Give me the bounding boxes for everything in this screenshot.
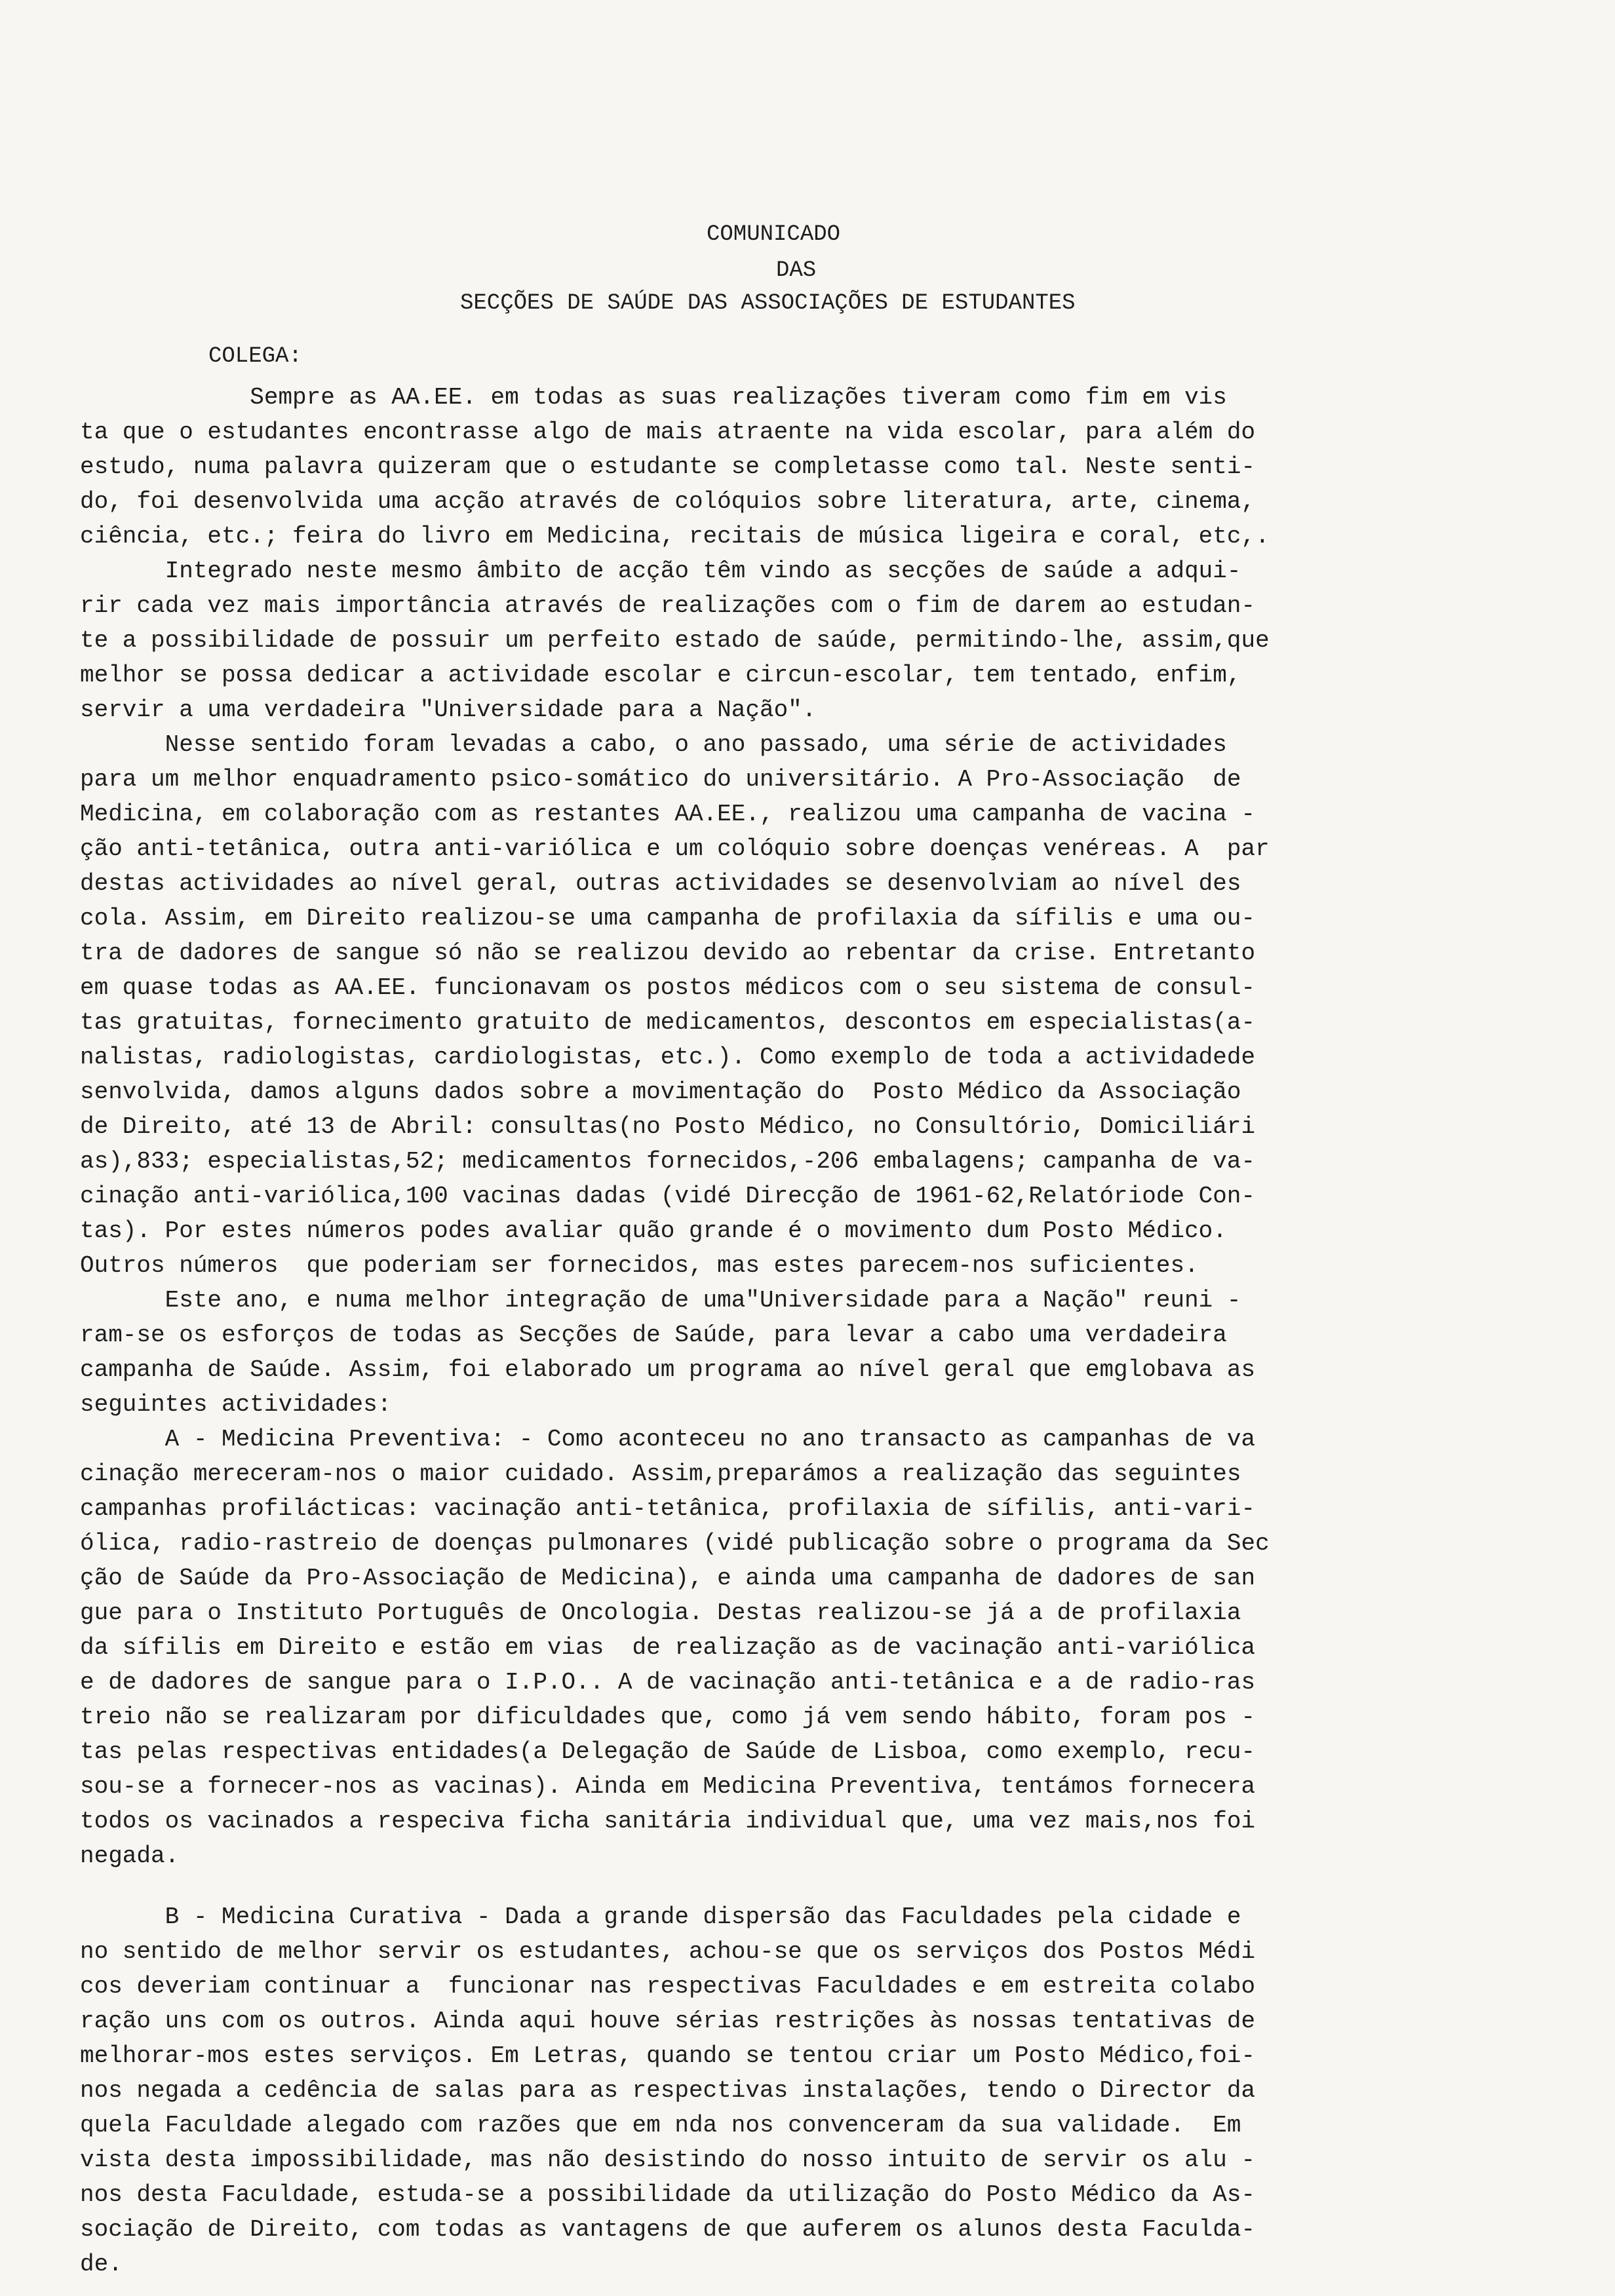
text-line: vista desta impossibilidade, mas não desistindo do nosso intuito de servir os alu - (80, 2147, 1256, 2173)
text-line: rir cada vez mais importância através de realizações com o fim de darem ao estudan- (80, 592, 1256, 619)
text-line: de Direito, até 13 de Abril: consultas(no Posto Médico, no Consultório, Domiciliári (80, 1113, 1256, 1140)
text-line: negada. (80, 1843, 180, 1869)
heading-title: COMUNICADO (707, 222, 841, 247)
text-line: em quase todas as AA.EE. funcionavam os postos médicos com o seu sistema de consul- (80, 974, 1256, 1001)
text-line: Este ano, e numa melhor integração de uma"Universidade para a Nação" reuni - (80, 1287, 1241, 1314)
text-line: do, foi desenvolvida uma acção através de colóquios sobre literatura, arte, cinema, (80, 488, 1256, 515)
text-line: te a possibilidade de possuir um perfeito estado de saúde, permitindo-lhe, assim,que (80, 627, 1270, 654)
text-line (80, 1873, 1535, 1900)
text-line: tas). Por estes números podes avaliar quão grande é o movimento dum Posto Médico. (80, 1217, 1227, 1244)
document-heading (0, 0, 1615, 316)
text-line: as),833; especialistas,52; medicamentos fornecidos,-206 embalagens; campanha de va- (80, 1148, 1256, 1175)
text-line: ção de Saúde da Pro-Associação de Medicina), e ainda uma campanha de dadores de san (80, 1565, 1256, 1592)
text-line: ta que o estudantes encontrasse algo de mais atraente na vida escolar, para além do (80, 419, 1256, 446)
text-line: Outros números que poderiam ser fornecidos, mas estes parecem-nos suficientes. (80, 1252, 1199, 1279)
text-line: cinação mereceram-nos o maior cuidado. Assim,preparámos a realização das seguintes (80, 1461, 1241, 1487)
text-line: tas gratuitas, fornecimento gratuito de medicamentos, descontos em especialistas(a- (80, 1009, 1256, 1036)
text-line: ciência, etc.; feira do livro em Medicina, recitais de música ligeira e coral, etc,. (80, 523, 1270, 550)
heading-organization: SECÇÕES DE SAÚDE DAS ASSOCIAÇÕES DE ESTUDANTES (460, 291, 1076, 316)
text-line: de. (80, 2251, 123, 2278)
text-line: ração uns com os outros. Ainda aqui houve sérias restrições às nossas tentativas de (80, 2008, 1256, 2035)
text-line: campanhas profilácticas: vacinação anti-tetânica, profilaxia de sífilis, anti-vari- (80, 1495, 1256, 1522)
text-line: nalistas, radiologistas, cardiologistas, etc.). Como exemplo de toda a actividadede (80, 1044, 1256, 1071)
text-line: sou-se a fornecer-nos as vacinas). Ainda em Medicina Preventiva, tentámos fornecera (80, 1773, 1256, 1800)
text-line: Nesse sentido foram levadas a cabo, o ano passado, uma série de actividades (80, 731, 1227, 758)
text-line: B - Medicina Curativa - Dada a grande dispersão das Faculdades pela cidade e (80, 1904, 1241, 1930)
text-line: senvolvida, damos alguns dados sobre a movimentação do Posto Médico da Associação (80, 1079, 1241, 1105)
text-line: nos desta Faculdade, estuda-se a possibilidade da utilização do Posto Médico da As- (80, 2181, 1256, 2208)
text-line: destas actividades ao nível geral, outras actividades se desenvolviam ao nível des (80, 870, 1241, 897)
text-line: cola. Assim, em Direito realizou-se uma campanha de profilaxia da sífilis e uma ou- (80, 905, 1256, 932)
greeting: COLEGA: (208, 344, 302, 369)
text-line: no sentido de melhor servir os estudantes, achou-se que os serviços dos Postos Médi (80, 1938, 1256, 1965)
text-line: nos negada a cedência de salas para as respectivas instalações, tendo o Director da (80, 2077, 1256, 2104)
text-line: ram-se os esforços de todas as Secções de Saúde, para levar a cabo uma verdadeira (80, 1322, 1227, 1349)
text-line: Integrado neste mesmo âmbito de acção têm vindo as secções de saúde a adqui- (80, 558, 1241, 584)
text-line: melhorar-mos estes serviços. Em Letras, quando se tentou criar um Posto Médico,foi- (80, 2042, 1256, 2069)
text-line: ólica, radio-rastreio de doenças pulmonares (vidé publicação sobre o programa da Sec (80, 1530, 1270, 1557)
text-line: seguintes actividades: (80, 1391, 392, 1418)
text-line: servir a uma verdadeira "Universidade para a Nação". (80, 697, 817, 723)
text-line: Medicina, em colaboração com as restantes AA.EE., realizou uma campanha de vacina - (80, 801, 1256, 828)
text-line: cinação anti-variólica,100 vacinas dadas (vidé Direcção de 1961-62,Relatóriode Con- (80, 1183, 1256, 1210)
text-line: quela Faculdade alegado com razões que em nda nos convenceram da sua validade. Em (80, 2112, 1241, 2139)
text-line: tas pelas respectivas entidades(a Delegação de Saúde de Lisboa, como exemplo, recu- (80, 1738, 1256, 1765)
text-line: Sempre as AA.EE. em todas as suas realizações tiveram como fim em vis (80, 384, 1227, 411)
text-line: cos deveriam continuar a funcionar nas respectivas Faculdades e em estreita colabo (80, 1973, 1256, 2000)
text-line: A - Medicina Preventiva: - Como aconteceu no ano transacto as campanhas de va (80, 1426, 1256, 1453)
text-line: gue para o Instituto Português de Oncologia. Destas realizou-se já a de profilaxia (80, 1599, 1241, 1626)
text-line: sociação de Direito, com todas as vantagens de que auferem os alunos desta Faculda- (80, 2216, 1256, 2243)
text-line: ção anti-tetânica, outra anti-variólica e um colóquio sobre doenças venéreas. A par (80, 835, 1270, 862)
heading-subtitle: DAS (776, 258, 817, 283)
text-line: e de dadores de sangue para o I.P.O.. A de vacinação anti-tetânica e a de radio-ras (80, 1669, 1256, 1696)
text-line: estudo, numa palavra quizeram que o estudante se completasse como tal. Neste senti- (80, 453, 1256, 480)
text-line: melhor se possa dedicar a actividade escolar e circun-escolar, tem tentado, enfim, (80, 662, 1241, 689)
text-line: para um melhor enquadramento psico-somático do universitário. A Pro-Associação de (80, 766, 1241, 793)
body-text (80, 380, 1535, 2282)
text-line: todos os vacinados a respeciva ficha sanitária individual que, uma vez mais,nos foi (80, 1808, 1256, 1835)
text-line: campanha de Saúde. Assim, foi elaborado um programa ao nível geral que emglobava as (80, 1356, 1256, 1383)
text-line: da sífilis em Direito e estão em vias de realização as de vacinação anti-variólica (80, 1634, 1256, 1661)
text-line: treio não se realizaram por dificuldades que, como já vem sendo hábito, foram pos - (80, 1704, 1256, 1731)
text-line: tra de dadores de sangue só não se realizou devido ao rebentar da crise. Entretanto (80, 940, 1256, 966)
